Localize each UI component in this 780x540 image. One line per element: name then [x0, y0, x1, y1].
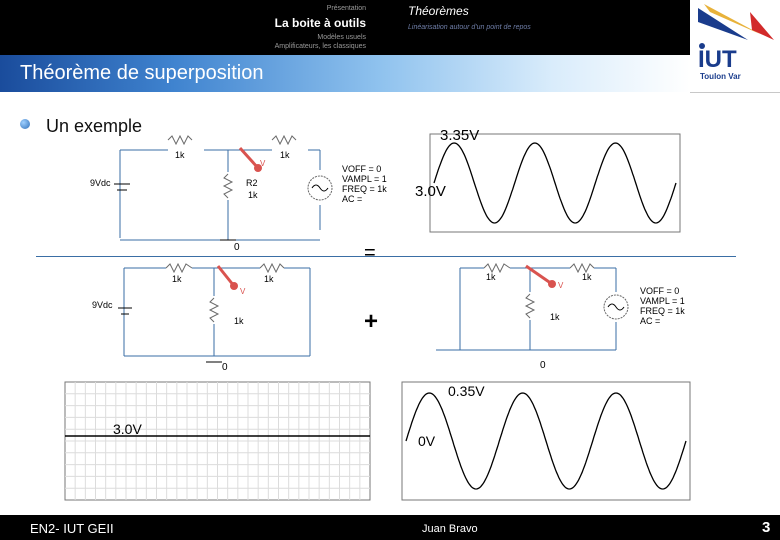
label-r-right: 1k	[280, 150, 290, 160]
sine-param: FREQ = 1k	[342, 184, 387, 194]
nav-item-boite-outils[interactable]: La boite à outils	[274, 16, 366, 30]
plot-right	[398, 378, 698, 510]
resistor-icon	[224, 174, 232, 198]
sine-param: AC =	[342, 194, 363, 204]
label-r-right: 1k	[582, 272, 592, 282]
label-source-dc: 9Vdc	[92, 300, 113, 310]
circuit-left	[88, 258, 348, 373]
footer-author: Juan Bravo	[422, 523, 478, 535]
label-r-mid: 1k	[248, 190, 258, 200]
equals-sign: =	[364, 242, 376, 264]
resistor-icon	[272, 136, 296, 144]
resistor-icon	[260, 264, 284, 272]
label-ground: 0	[540, 360, 546, 371]
plot-label-dc: 3.0V	[113, 421, 142, 437]
plot-label-mid: 0V	[418, 433, 436, 449]
slide-title: Théorème de superposition	[20, 62, 264, 84]
label-r-left: 1k	[172, 274, 182, 284]
footer-course: EN2- IUT GEII	[30, 521, 114, 536]
iut-logo-icon	[690, 0, 780, 92]
nav-menu	[0, 0, 372, 55]
plot-label-mid: 3.0V	[415, 183, 446, 200]
resistor-icon	[526, 294, 534, 318]
circuit-right	[430, 258, 690, 373]
divider	[36, 256, 736, 257]
label-r-mid: 1k	[550, 312, 560, 322]
sine-param: VAMPL = 1	[342, 174, 387, 184]
sine-param: VAMPL = 1	[640, 296, 685, 306]
sine-param: FREQ = 1k	[640, 306, 685, 316]
logo-subtext: Toulon Var	[700, 72, 741, 81]
circuit-top	[80, 130, 410, 255]
label-r-left: 1k	[486, 272, 496, 282]
resistor-icon	[570, 264, 594, 272]
section-nav	[408, 4, 688, 31]
logo-text: IUT	[698, 46, 737, 73]
sine-param: VOFF = 0	[342, 164, 382, 174]
sine-param: AC =	[640, 316, 661, 326]
plus-sign: +	[364, 308, 379, 335]
plot-left	[55, 378, 380, 510]
label-ground: 0	[222, 362, 228, 373]
plot-label-high: 0.35V	[448, 383, 485, 399]
plot-top	[415, 127, 690, 240]
label-r-right: 1k	[264, 274, 274, 284]
resistor-icon	[210, 298, 218, 322]
resistor-icon	[168, 136, 192, 144]
label-source-dc: 9Vdc	[90, 178, 111, 188]
label-ground: 0	[234, 242, 240, 253]
plot-label-high: 3.35V	[440, 127, 480, 144]
nav-item-amplificateurs[interactable]: Amplificateurs, les classiques	[274, 43, 366, 50]
label-probe: V	[240, 287, 246, 296]
probe-icon	[240, 148, 258, 168]
nav-item-modeles[interactable]: Modèles usuels	[317, 34, 366, 41]
bullet-icon	[20, 119, 30, 129]
resistor-icon	[484, 264, 510, 272]
section-title[interactable]: Théorèmes	[408, 4, 469, 18]
label-probe: V	[558, 281, 564, 290]
label-r-mid: 1k	[234, 316, 244, 326]
section-subtitle[interactable]: Linéarisation autour d'un point de repos	[408, 24, 531, 31]
sine-param: VOFF = 0	[640, 286, 680, 296]
nav-item-presentation[interactable]: Présentation	[326, 5, 366, 12]
logo-area	[690, 0, 780, 93]
footer-bar	[0, 515, 780, 540]
label-r2-name: R2	[246, 178, 258, 188]
label-probe: V	[260, 159, 266, 168]
bullet-text: Un exemple	[46, 116, 143, 136]
label-r-left: 1k	[175, 150, 185, 160]
resistor-icon	[166, 264, 192, 272]
page-number: 3	[762, 519, 771, 536]
